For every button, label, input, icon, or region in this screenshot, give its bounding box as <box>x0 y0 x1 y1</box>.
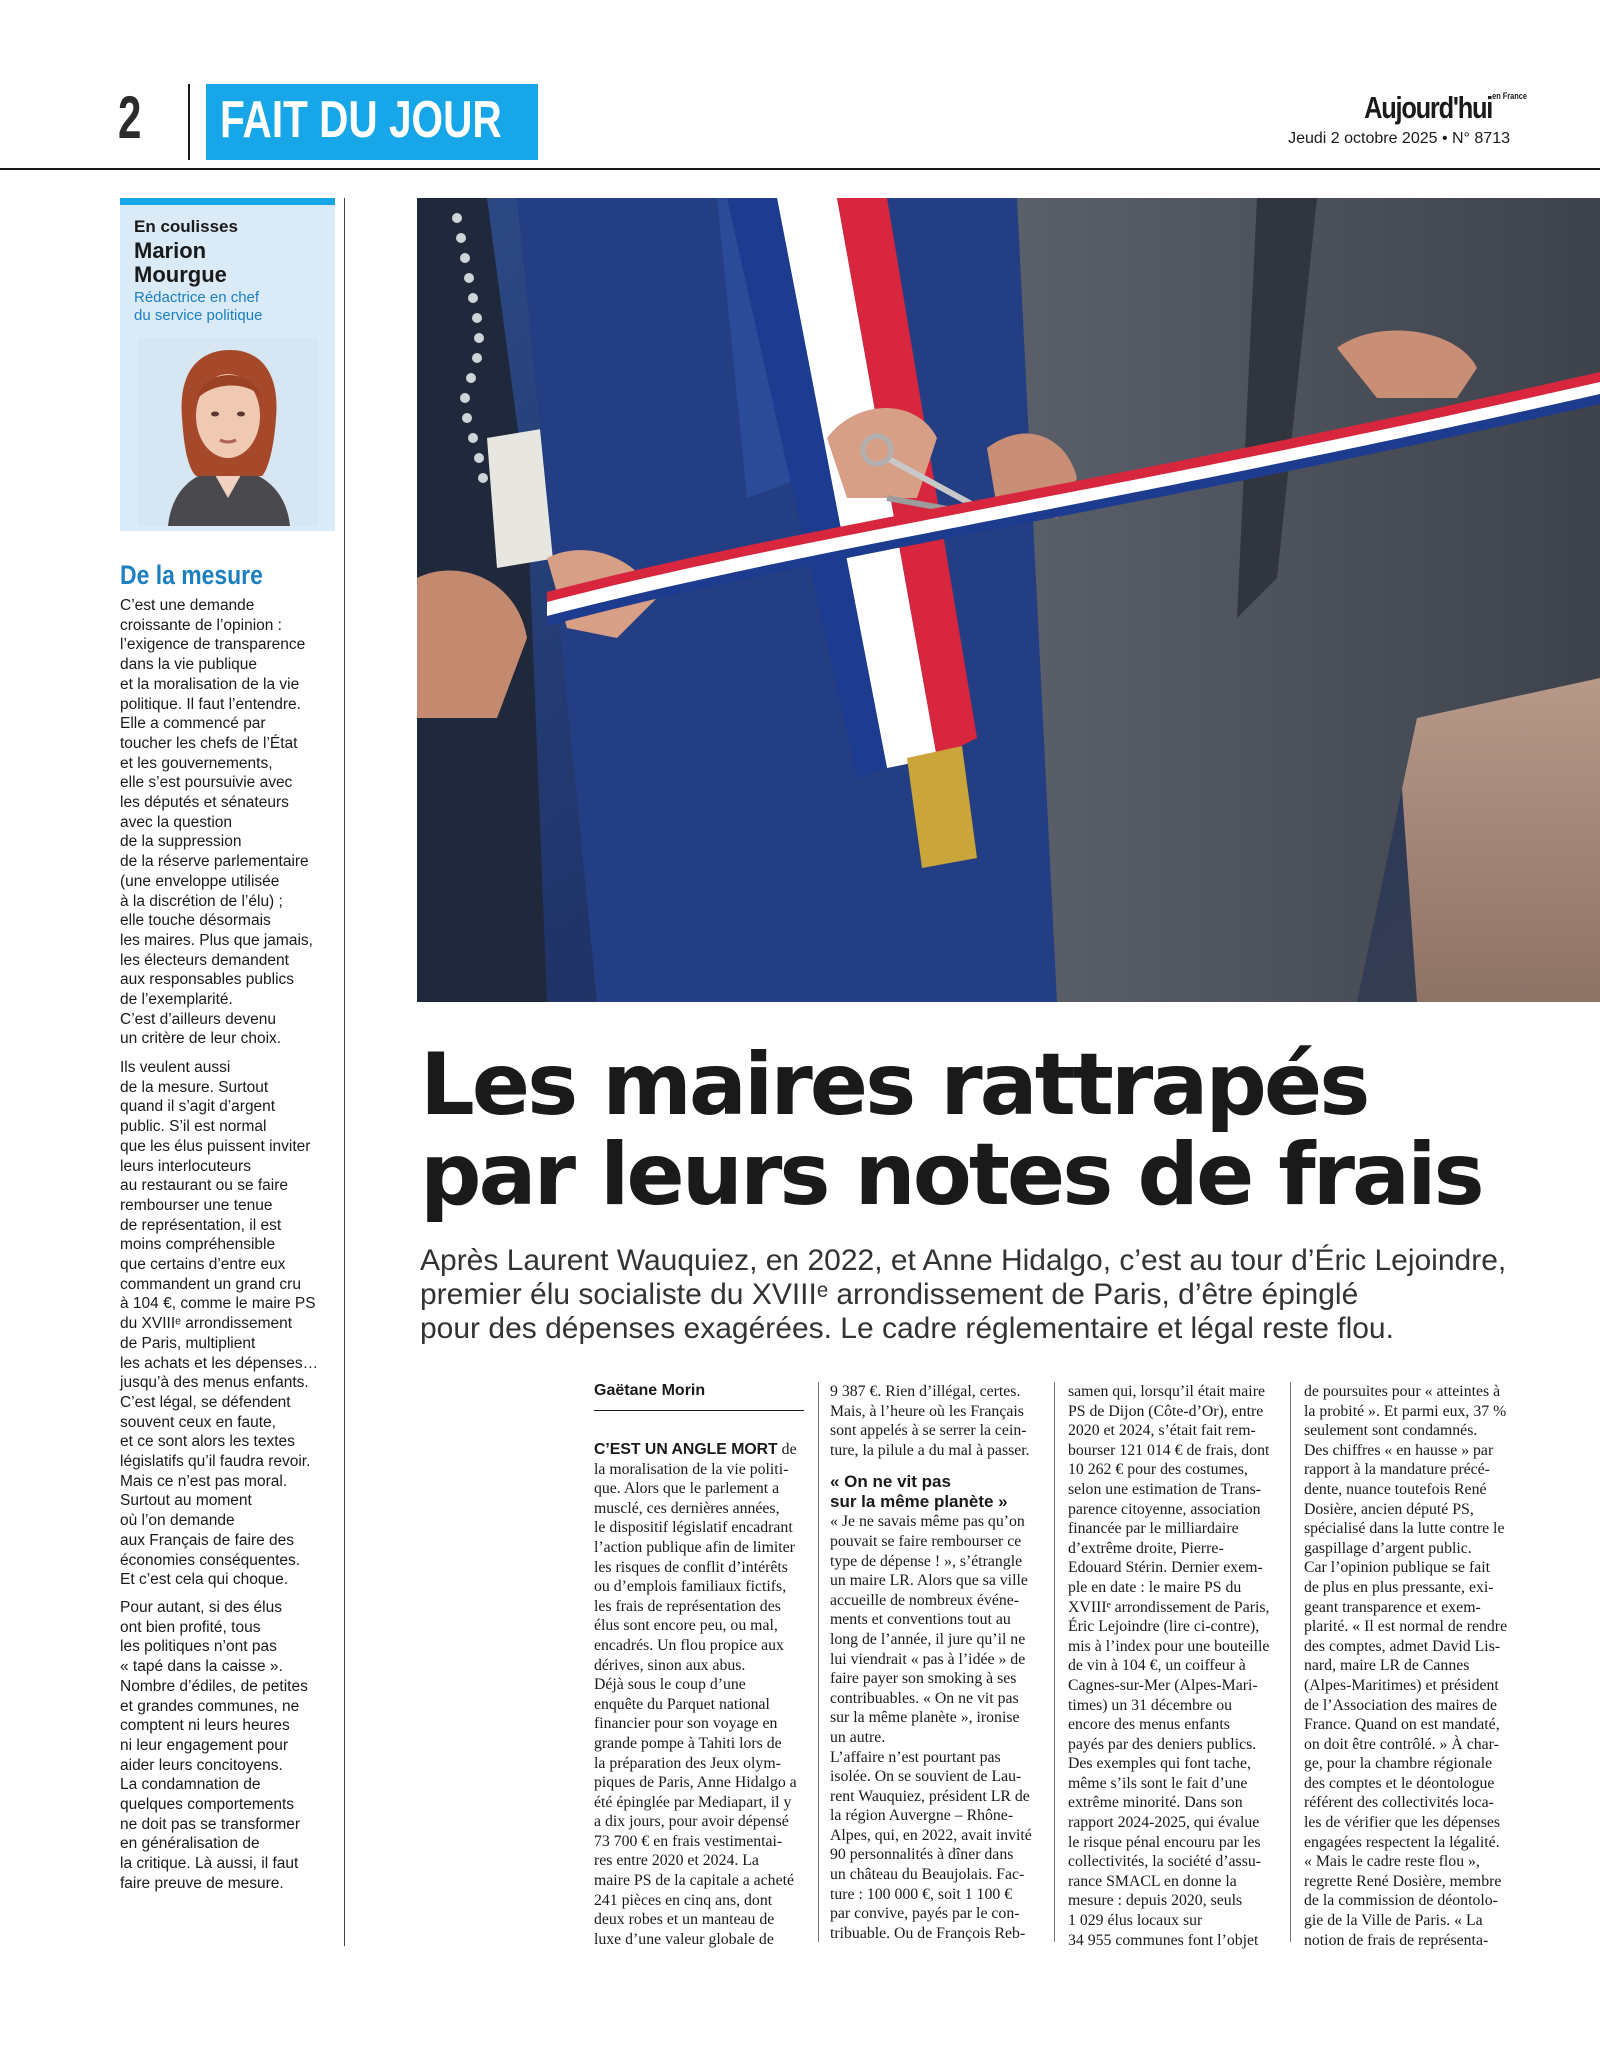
headline: Les maires rattrapés par leurs notes de frais <box>420 1035 1482 1225</box>
standfirst: Après Laurent Wauquiez, en 2022, et Anne Hidalgo, c’est au tour d’Éric Lejoindre, premier élu socialiste du XVIIIᵉ arrondissement de Paris, d’être épinglé pour des dépenses exagérées. Le cadre réglementaire et légal reste flou. <box>420 1244 1507 1345</box>
editorial-paragraph-3: Pour autant, si des élus ont bien profité, tous les politiques n’ont pas « tapé dans la caisse ». Nombre d’édiles, de petites et grandes communes, ne comptent ni leurs heures ni leur engagement pour aider leurs concitoyens. La condamnation de quelques comportements ne doit pas se transformer en généralisation de la critique. Là aussi, il faut faire preuve de mesure. <box>120 1599 308 1892</box>
page-number: 2 <box>118 84 142 151</box>
author-box <box>120 205 335 531</box>
rubric-banner <box>206 84 538 160</box>
brand-logo <box>1363 90 1527 125</box>
ribbon-cutting-photo <box>417 198 1600 1002</box>
brand-small: en France <box>1491 91 1527 101</box>
rubric-label: FAIT DU JOUR <box>220 91 502 149</box>
editorial-heading: De la mesure <box>120 560 263 590</box>
byline-rule <box>594 1410 804 1411</box>
byline: Gaëtane Morin <box>594 1382 706 1399</box>
dateline: Jeudi 2 octobre 2025 • N° 8713 <box>1288 130 1510 147</box>
author-photo <box>138 338 318 526</box>
editorial-paragraph-2: Ils veulent aussi de la mesure. Surtout quand il s’agit d’argent public. S’il est normal que les élus puissent inviter leurs interlocuteurs au restaurant ou se faire rembourser une tenue de représentation, il est moins compréhensible que certains d’entre eux commandent un grand cru à 104 €, comme le maire PS du XVIIIᵉ arrondissement de Paris, multiplient les achats et les dépenses… jusqu’à des menus enfants. C’est légal, se défendent souvent ceux en faute, et ce sont alors les textes législatifs qu’il faudra revoir. Mais ce n’est pas moral. Surtout au moment où l’on demande aux Français de faire des économies conséquentes. Et c’est cela qui choque. <box>120 1059 319 1589</box>
column-divider <box>1054 1382 1055 1942</box>
article-lead-in: C’EST UN ANGLE MORT <box>594 1441 778 1458</box>
header-rule <box>0 168 1600 170</box>
article-column-3: samen qui, lorsqu’il était maire PS de Dijon (Côte-d’Or), entre 2020 et 2024, s’était fait rem- bourser 121 014 € de frais, dont 10 262 € pour des costumes, selon une estimation de Trans- parence citoyenne, association financée par le milliardaire d’extrême droite, Pierre- Edouard Stérin. Dernier exem- ple en date : le maire PS du XVIIIᵉ arrondissement de Paris, Éric Lejoindre (lire ci-contre), mis à l’index pour une bouteille de vin à 104 €, un coiffeur à Cagnes-sur-Mer (Alpes-Mari- times) un 31 décembre ou encore des menus enfants payés par des deniers publics. Des exemples qui font tache, même s’ils sont le fait d’une extrême minorité. Dans son rapport 2024-2025, qui évalue le risque pénal encouru par les collectivités, la société d’assu- rance SMACL en donne la mesure : depuis 2020, seuls 1 029 élus locaux sur 34 955 communes font l’objet <box>1068 1383 1270 1949</box>
article-column-4: de poursuites pour « atteintes à la probité ». Et parmi eux, 37 % seulement sont condamnés. Des chiffres « en hausse » par rapport à la mandature précé- dente, nuance toutefois René Dosière, ancien député PS, spécialisé dans la lutte contre le gaspillage d’argent public. Car l’opinion publique se fait de plus en plus pressante, exi- geant transparence et exem- plarité. « Il est normal de rendre des comptes, admet David Lis- nard, maire LR de Cannes (Alpes-Maritimes) et président de l’Association des maires de France. Quand on est mandaté, on doit être contrôlé. » À char- ge, pour la chambre régionale des comptes et le déontologue référent des collectivités loca- les de vérifier que les dépenses engagées respectent la légalité. « Mais le cadre reste flou », regrette René Dosière, membre de la commission de déontolo- gie de la Ville de Paris. « La notion de frais de représenta- <box>1304 1383 1508 1949</box>
article-column-1: C’EST UN ANGLE MORT de la moralisation de la vie politi- que. Alors que le parlement a musclé, ces dernières années, le dispositif législatif encadrant l’action publique afin de limiter les risques de conflit d’intérêts ou d’emplois familiaux fictifs, les frais de représentation des élus sont encore peu, ou mal, encadrés. Un flou propice aux dérives, sinon aux abus. Déjà sous le coup d’une enquête du Parquet national financier pour son voyage en grande pompe à Tahiti lors de la préparation des Jeux olym- piques de Paris, Anne Hidalgo a été épinglée par Mediapart, il y a dix jours, pour avoir dépensé 73 700 € en frais vestimentai- res entre 2020 et 2024. La maire PS de la capitale a acheté 241 pièces en cinq ans, dont deux robes et un manteau de luxe d’une valeur globale de <box>594 1441 797 1948</box>
author-role: Rédactrice en chef du service politique <box>134 289 263 324</box>
author-name: Marion Mourgue <box>134 238 227 287</box>
intertitle: « On ne vit pas <box>830 1472 951 1492</box>
sidebar-divider <box>344 198 345 1946</box>
brand-main: Aujourd'hui <box>1363 90 1492 125</box>
header-divider <box>188 84 190 160</box>
author-eyebrow: En coulisses <box>134 217 238 236</box>
editorial-paragraph-1: C’est une demande croissante de l’opinion : l’exigence de transparence dans la vie publique et la moralisation de la vie politique. Il faut l’entendre. Elle a commencé par toucher les chefs de l’État et les gouvernements, elle s’est poursuivie avec les députés et sénateurs avec la question de la suppression de la réserve parlementaire (une enveloppe utilisée à la discrétion de l’élu) ; elle touche désormais les maires. Plus que jamais, les électeurs demandent aux responsables publics de l’exemplarité. C’est d’ailleurs devenu un critère de leur choix. <box>120 597 313 1048</box>
sidebar-accent-bar <box>120 198 335 205</box>
intertitle: sur la même planète » <box>830 1492 1008 1512</box>
article-column-2: 9 387 €. Rien d’illégal, certes. Mais, à l’heure où les Français sont appelés à se serrer la cein- ture, la pilule a du mal à passer. « On ne vit pas sur la même planète » « Je ne savais même pas qu’on pouvait se faire rembourser ce type de dépense ! », s’étrangle un maire LR. Alors que sa ville accueille de nombreux événe- ments et conventions tout au long de l’année, il jure qu’il ne lui viendrait « pas à l’idée » de faire payer son smoking à ses contribuables. « On ne vit pas sur la même planète », ironise un autre. L’affaire n’est pourtant pas isolée. On se souvient de Lau- rent Wauquiez, président LR de la région Auvergne – Rhône- Alpes, qui, en 2022, avait invité 90 personnalités à dîner dans un château du Beaujolais. Fac- ture : 100 000 €, soit 1 100 € par convive, payés par le con- tribuable. Ou de François Reb- <box>830 1382 1040 1943</box>
column-divider <box>1290 1382 1291 1942</box>
column-divider <box>818 1382 819 1942</box>
